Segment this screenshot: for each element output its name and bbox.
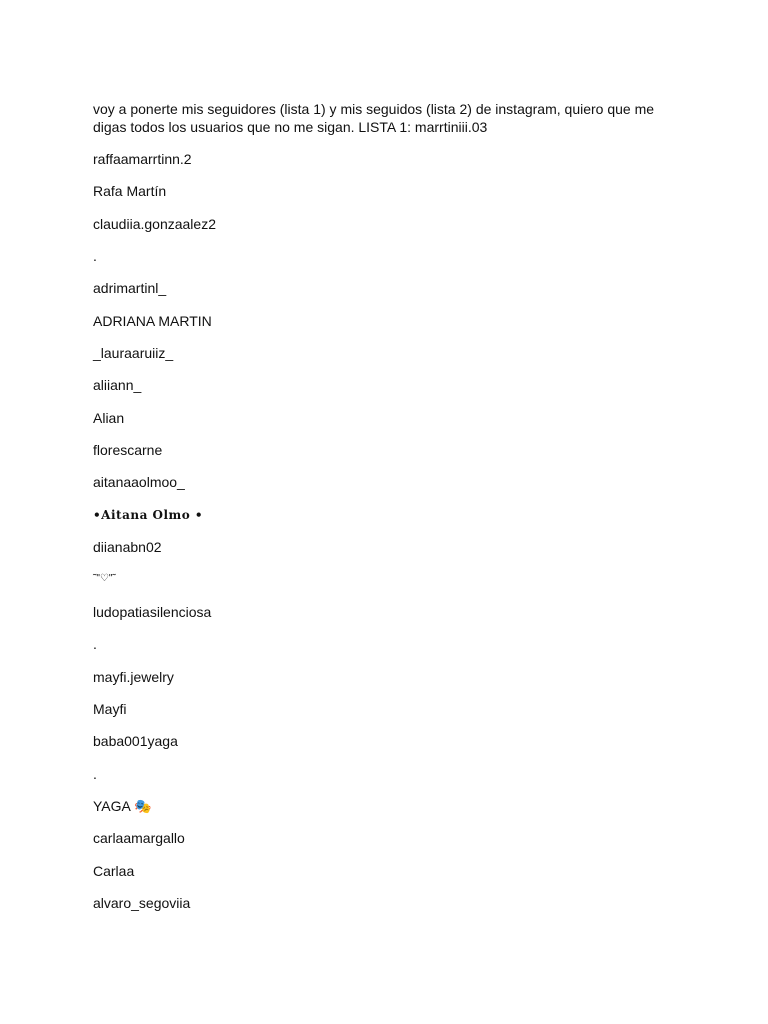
list-line: diianabn02 bbox=[93, 539, 162, 556]
list-line: baba001yaga bbox=[93, 733, 178, 750]
list-line: mayfi.jewelry bbox=[93, 668, 174, 685]
list-line: aitanaaolmoo_ bbox=[93, 474, 185, 491]
list-line: . bbox=[93, 765, 97, 782]
list-line: Alian bbox=[93, 409, 125, 426]
list-line: Carlaa bbox=[93, 862, 135, 879]
list-line: ludopatiasilenciosa bbox=[93, 603, 212, 620]
list-line: carlaamargallo bbox=[93, 830, 185, 847]
list-line: aliiann_ bbox=[93, 377, 142, 394]
intro-paragraph: voy a ponerte mis seguidores (lista 1) y mis seguidos (lista 2) de instagram, quiero que me digas todos los usuarios que no me sigan. LISTA 1: marrtiniii.03 bbox=[93, 101, 655, 135]
list-line: florescarne bbox=[93, 442, 163, 459]
list-line: alvaro_segoviia bbox=[93, 894, 191, 911]
username-list bbox=[93, 150, 683, 912]
list-line: raffaamarrtinn.2 bbox=[93, 151, 192, 167]
list-line: Rafa Martín bbox=[93, 183, 167, 200]
list-line: claudiia.gonzaalez2 bbox=[93, 215, 216, 232]
list-line: . bbox=[93, 636, 97, 653]
list-line: ˜"♡"˜ bbox=[93, 573, 116, 585]
list-line: Mayfi bbox=[93, 700, 127, 717]
list-line: •Aitana Olmo • bbox=[93, 507, 204, 522]
list-line: adrimartinl_ bbox=[93, 280, 167, 297]
list-line: _lauraaruiiz_ bbox=[93, 345, 174, 362]
list-line: YAGA 🎭 bbox=[93, 797, 152, 814]
list-line: ADRIANA MARTIN bbox=[93, 312, 212, 329]
list-line: . bbox=[93, 248, 97, 265]
document-body bbox=[93, 100, 683, 926]
